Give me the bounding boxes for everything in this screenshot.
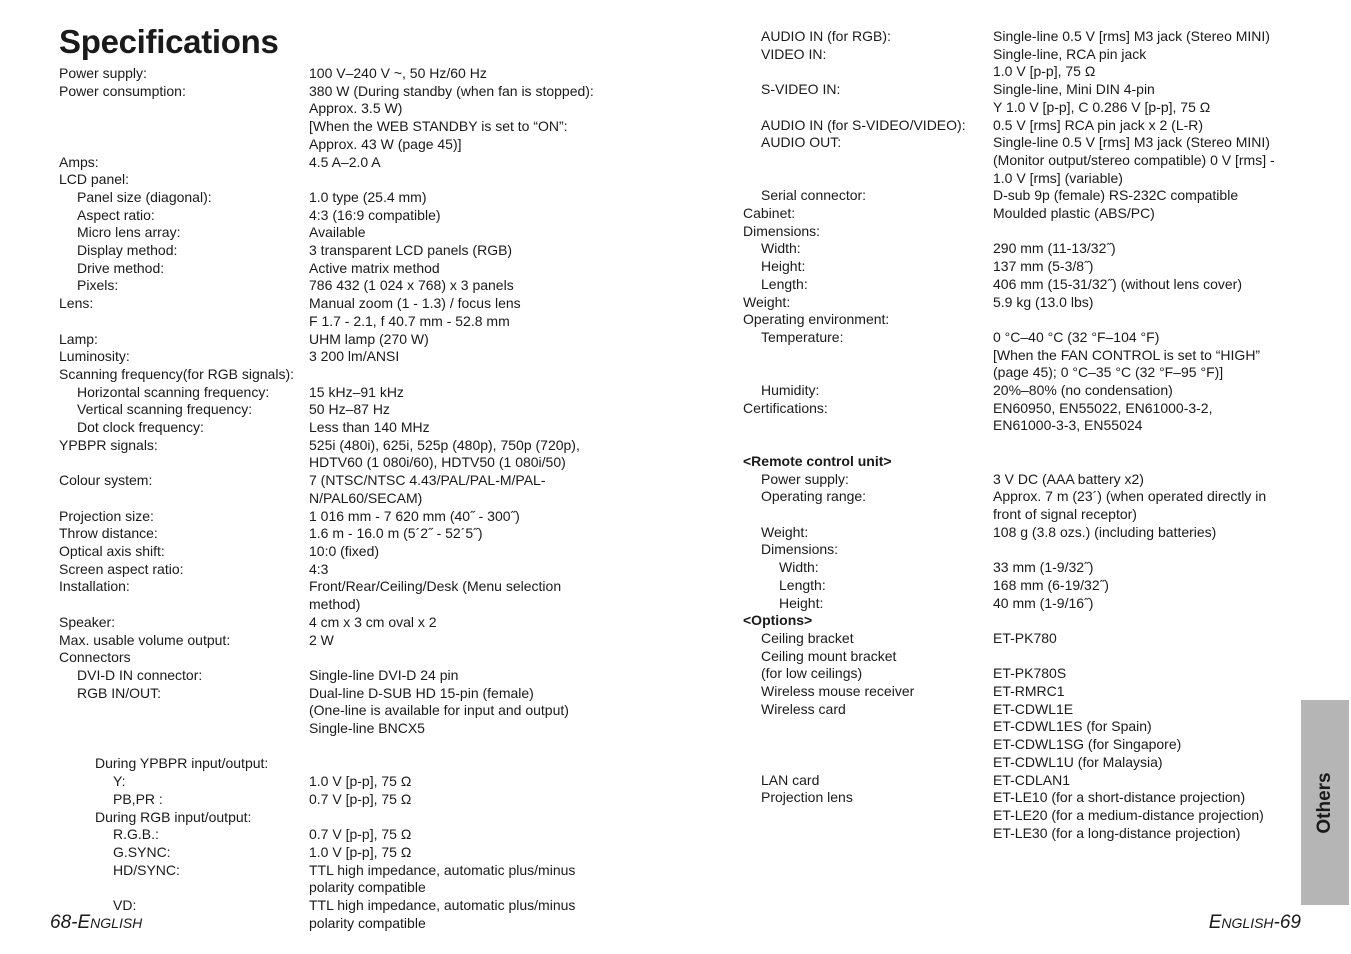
spec-row <box>743 223 1303 241</box>
spec-value: 4:3 <box>309 560 329 577</box>
spec-label: Serial connector: <box>761 187 867 204</box>
spec-label: Pixels: <box>77 277 119 294</box>
spec-row <box>743 205 1303 223</box>
spec-value: 1.0 V [p-p], 75 Ω <box>309 773 412 790</box>
spec-value: D-sub 9p (female) RS-232C compatible <box>993 187 1239 204</box>
spec-row <box>743 276 1303 294</box>
spec-label: Y: <box>113 773 126 790</box>
spec-value <box>309 649 619 667</box>
spec-row <box>59 154 619 172</box>
spec-label: Power supply: <box>761 470 849 487</box>
spec-value <box>993 648 1303 666</box>
spec-row <box>59 667 619 685</box>
spec-label: During YPBPR input/output: <box>95 755 269 772</box>
spec-value: ET-RMRC1 <box>993 683 1065 700</box>
spec-row <box>743 612 1303 630</box>
spec-row <box>59 809 619 827</box>
spec-row <box>59 826 619 844</box>
page-number-left <box>50 912 142 934</box>
spec-label: Dimensions: <box>743 222 821 239</box>
spec-value: 50 Hz–87 Hz <box>309 401 390 418</box>
spec-label: Micro lens array: <box>77 224 181 241</box>
spec-value: 40 mm (1-9/16˝) <box>993 594 1094 611</box>
spec-row <box>59 171 619 189</box>
spec-row <box>59 508 619 526</box>
spec-row <box>59 578 619 613</box>
spec-row <box>59 224 619 242</box>
spec-label: AUDIO IN (for S-VIDEO/VIDEO): <box>761 116 966 133</box>
spec-value <box>309 809 619 827</box>
spec-row <box>743 258 1303 276</box>
spec-label: Lens: <box>59 295 94 312</box>
spec-label: Power supply: <box>59 65 147 81</box>
spec-label: Humidity: <box>761 382 820 399</box>
spec-value: 100 V–240 V ~, 50 Hz/60 Hz <box>309 65 487 81</box>
page-number-right-e: E <box>1208 912 1222 933</box>
spec-value <box>993 223 1303 241</box>
spec-value: 3 V DC (AAA battery x2) <box>993 470 1144 487</box>
spec-value: TTL high impedance, automatic plus/minus polarity compatible <box>309 897 576 931</box>
spec-label: Wireless mouse receiver <box>761 683 915 700</box>
spec-label: Aspect ratio: <box>77 206 155 223</box>
spec-label: AUDIO IN (for RGB): <box>761 28 891 44</box>
spec-label: DVI-D IN connector: <box>77 666 203 683</box>
spec-label: Dot clock frequency: <box>77 419 204 436</box>
spec-label: Ceiling bracket <box>761 629 854 646</box>
spec-label: Horizontal scanning frequency: <box>77 383 270 400</box>
spec-value: 108 g (3.8 ozs.) (including batteries) <box>993 523 1217 540</box>
spec-label: Height: <box>761 258 806 275</box>
spec-label: Screen aspect ratio: <box>59 560 184 577</box>
spec-value: Approx. 7 m (23´) (when operated directly in front of signal receptor) <box>993 488 1267 522</box>
spec-label: Max. usable volume output: <box>59 631 231 648</box>
spec-label: Scanning frequency(for RGB signals): <box>59 365 294 382</box>
spec-value: 20%–80% (no condensation) <box>993 382 1173 399</box>
spec-label: Colour system: <box>59 472 153 489</box>
spec-value: Single-line, RCA pin jack 1.0 V [p-p], 75 Ω <box>993 45 1147 80</box>
spec-value <box>993 541 1303 559</box>
spec-label: Installation: <box>59 578 130 595</box>
spec-label: Throw distance: <box>59 525 158 542</box>
spec-value: 137 mm (5-3/8˝) <box>993 258 1094 275</box>
spec-row <box>743 400 1303 435</box>
spec-row <box>743 789 1303 842</box>
spec-row <box>743 559 1303 577</box>
spec-row <box>743 81 1303 116</box>
spec-label: Length: <box>761 275 808 292</box>
spec-row <box>59 614 619 632</box>
spec-value: UHM lamp (270 W) <box>309 330 429 347</box>
spec-value: 4 cm x 3 cm oval x 2 <box>309 613 437 630</box>
spec-row <box>743 665 1303 683</box>
spec-value: 3 200 lm/ANSI <box>309 348 400 365</box>
spec-value: Single-line DVI-D 24 pin <box>309 666 459 683</box>
spec-value: 10:0 (fixed) <box>309 542 380 559</box>
spec-row <box>59 242 619 260</box>
spec-value: 1.0 V [p-p], 75 Ω <box>309 843 412 860</box>
spec-value: Single-line 0.5 V [rms] M3 jack (Stereo MINI) <box>993 28 1270 44</box>
spec-row <box>743 595 1303 613</box>
spec-label: G.SYNC: <box>113 843 171 860</box>
spec-row <box>59 862 619 897</box>
spec-value: TTL high impedance, automatic plus/minus polarity compatible <box>309 861 576 896</box>
spec-value: Front/Rear/Ceiling/Desk (Menu selection method) <box>309 578 562 613</box>
spec-value <box>993 453 1303 471</box>
spec-label: (for low ceilings) <box>761 665 863 682</box>
spec-label: Connectors <box>59 649 131 666</box>
spec-row <box>59 65 619 83</box>
spec-row <box>743 683 1303 701</box>
spec-value: 380 W (During standby (when fan is stopped): Approx. 3.5 W) [When the WEB STANDBY is set to “ON”: Approx. 43 W (page 45)] <box>309 82 594 152</box>
spec-row <box>743 630 1303 648</box>
spec-row <box>743 28 1303 46</box>
spec-label: R.G.B.: <box>113 826 159 843</box>
spec-column-right <box>743 28 1303 842</box>
spec-row <box>743 453 1303 471</box>
spec-row <box>59 755 619 773</box>
spec-value <box>309 755 619 773</box>
spec-value: 1.0 type (25.4 mm) <box>309 188 427 205</box>
spec-label: LCD panel: <box>59 171 130 188</box>
spec-row <box>59 207 619 225</box>
spec-value: EN60950, EN55022, EN61000-3-2, EN61000-3-3, EN55024 <box>993 399 1213 434</box>
spec-label: YPBPR signals: <box>59 436 158 453</box>
spec-label: <Options> <box>743 612 813 629</box>
spec-label: Display method: <box>77 242 178 259</box>
spec-label: Dimensions: <box>761 541 839 558</box>
spec-row <box>59 260 619 278</box>
spec-value: Dual-line D-SUB HD 15-pin (female) (One-line is available for input and output) Single-line BNCX5 <box>309 684 569 737</box>
spec-row <box>743 134 1303 187</box>
spec-row <box>743 648 1303 666</box>
page-title: Specifications <box>59 23 279 60</box>
spec-label: Temperature: <box>761 328 844 345</box>
spec-value: 0.5 V [rms] RCA pin jack x 2 (L-R) <box>993 116 1204 133</box>
spec-value: ET-LE10 (for a short-distance projection) ET-LE20 (for a medium-distance projection) ET-LE30 (for a long-distance projection) <box>993 789 1264 841</box>
spec-row <box>59 348 619 366</box>
spec-value: 1 016 mm - 7 620 mm (40˝ - 300˝) <box>309 507 520 524</box>
spec-row <box>59 83 619 154</box>
page-number-right-num: -69 <box>1273 912 1301 933</box>
spec-value: ET-PK780 <box>993 629 1057 646</box>
spec-label: During RGB input/output: <box>95 808 252 825</box>
spec-value: 0.7 V [p-p], 75 Ω <box>309 826 412 843</box>
spec-row <box>743 311 1303 329</box>
spec-value: 2 W <box>309 631 334 648</box>
spec-row <box>743 382 1303 400</box>
spec-row <box>743 701 1303 772</box>
spec-value: ET-CDWL1E ET-CDWL1ES (for Spain) ET-CDWL1SG (for Singapore) ET-CDWL1U (for Malaysia) <box>993 700 1182 770</box>
spec-row <box>59 437 619 472</box>
spec-value: 0 °C–40 °C (32 °F–104 °F) [When the FAN CONTROL is set to “HIGH” (page 45); 0 °C–35 °C (32 °F–95 °F)] <box>993 328 1261 381</box>
spec-row <box>743 541 1303 559</box>
spec-row <box>59 189 619 207</box>
spec-row <box>743 772 1303 790</box>
spec-label: HD/SYNC: <box>113 861 180 878</box>
spec-label: Lamp: <box>59 330 98 347</box>
spec-row <box>743 524 1303 542</box>
spec-row <box>59 791 619 809</box>
spec-row <box>59 472 619 507</box>
spec-label: Speaker: <box>59 613 116 630</box>
spec-label: Wireless card <box>761 700 846 717</box>
spec-label: Operating range: <box>761 488 867 505</box>
spec-label: Height: <box>779 594 824 611</box>
spec-value: Single-line 0.5 V [rms] M3 jack (Stereo MINI) (Monitor output/stereo compatible) 0 V [rms] - 1.0 V [rms] (variable) <box>993 134 1275 186</box>
spec-label: Cabinet: <box>743 205 796 222</box>
spec-row <box>59 525 619 543</box>
spec-label: VD: <box>113 897 137 914</box>
spec-label: Panel size (diagonal): <box>77 188 212 205</box>
spec-value: ET-PK780S <box>993 665 1067 682</box>
spec-value: 290 mm (11-13/32˝) <box>993 240 1116 257</box>
spec-value: Moulded plastic (ABS/PC) <box>993 205 1155 222</box>
spec-row <box>743 471 1303 489</box>
page-number-right-text: NGLISH <box>1221 915 1274 931</box>
spec-value: 406 mm (15-31/32˝) (without lens cover) <box>993 275 1242 292</box>
spec-value <box>309 738 619 756</box>
spec-value: Manual zoom (1 - 1.3) / focus lens F 1.7 - 2.1, f 40.7 mm - 52.8 mm <box>309 295 521 329</box>
spec-row <box>59 419 619 437</box>
spec-value: Available <box>309 224 366 241</box>
spec-row <box>59 738 619 756</box>
spec-label: Ceiling mount bracket <box>761 647 897 664</box>
spec-column-left <box>59 65 619 932</box>
page-number-left-e: E <box>77 912 91 933</box>
spec-row <box>59 331 619 349</box>
spec-row <box>59 295 619 330</box>
spec-row <box>743 240 1303 258</box>
spec-row <box>59 773 619 791</box>
spec-label: Projection size: <box>59 507 154 524</box>
spec-label: RGB IN/OUT: <box>77 684 162 701</box>
spec-row <box>59 649 619 667</box>
spec-row <box>59 897 619 932</box>
spec-row <box>59 543 619 561</box>
spec-row <box>59 844 619 862</box>
spec-row <box>743 46 1303 81</box>
spec-label: Power consumption: <box>59 82 186 99</box>
page-number-right <box>1209 912 1301 934</box>
spec-label: Weight: <box>761 523 809 540</box>
spec-label: VIDEO IN: <box>761 45 827 62</box>
spec-value: 168 mm (6-19/32˝) <box>993 576 1109 593</box>
spec-row <box>743 488 1303 523</box>
spec-row <box>743 187 1303 205</box>
spec-value: 786 432 (1 024 x 768) x 3 panels <box>309 277 514 294</box>
spec-row <box>59 632 619 650</box>
section-tab-others <box>1301 700 1349 905</box>
spec-value <box>309 171 619 189</box>
spec-label: Drive method: <box>77 259 165 276</box>
spec-label: Amps: <box>59 153 99 170</box>
spec-label: Projection lens <box>761 789 853 806</box>
spec-label: Optical axis shift: <box>59 542 165 559</box>
spec-value: 5.9 kg (13.0 lbs) <box>993 293 1094 310</box>
spec-row <box>59 366 619 384</box>
spec-row <box>59 401 619 419</box>
spec-value: Active matrix method <box>309 259 440 276</box>
page-number-left-text: NGLISH <box>90 915 143 931</box>
spec-value: Less than 140 MHz <box>309 419 430 436</box>
spec-row <box>743 329 1303 382</box>
spec-label: Certifications: <box>743 399 828 416</box>
section-tab-label: Others <box>1314 771 1335 834</box>
spec-value: 33 mm (1-9/32˝) <box>993 559 1094 576</box>
spec-label: LAN card <box>761 771 820 788</box>
spec-row <box>59 384 619 402</box>
spec-row <box>743 435 1303 453</box>
spec-label: Width: <box>761 240 801 257</box>
spec-label: S-VIDEO IN: <box>761 81 841 98</box>
spec-label: Width: <box>779 559 819 576</box>
spec-value: 3 transparent LCD panels (RGB) <box>309 242 513 259</box>
spec-label: Vertical scanning frequency: <box>77 401 253 418</box>
spec-value: 525i (480i), 625i, 525p (480p), 750p (720p), HDTV60 (1 080i/60), HDTV50 (1 080i/50) <box>309 436 580 471</box>
spec-value: 0.7 V [p-p], 75 Ω <box>309 790 412 807</box>
spec-label: <Remote control unit> <box>743 452 892 469</box>
spec-row <box>743 294 1303 312</box>
page-number-left-num: 68- <box>50 912 78 933</box>
spec-label: AUDIO OUT: <box>761 134 842 151</box>
spec-row <box>59 277 619 295</box>
spec-value: 15 kHz–91 kHz <box>309 383 404 400</box>
spec-value: 4:3 (16:9 compatible) <box>309 206 441 223</box>
spec-label: Weight: <box>743 293 791 310</box>
spec-value: 4.5 A–2.0 A <box>309 153 381 170</box>
spec-label: Operating environment: <box>743 311 890 328</box>
spec-value <box>993 311 1303 329</box>
spec-value: ET-CDLAN1 <box>993 771 1071 788</box>
spec-label: PB,PR : <box>113 790 163 807</box>
spec-value: 1.6 m - 16.0 m (5´2˝ - 52´5˝) <box>309 525 483 542</box>
spec-value: 7 (NTSC/NTSC 4.43/PAL/PAL-M/PAL- N/PAL60/SECAM) <box>309 472 546 506</box>
spec-row <box>743 117 1303 135</box>
spec-row <box>59 685 619 738</box>
spec-value <box>309 366 619 384</box>
spec-label: Length: <box>779 576 826 593</box>
spec-value <box>993 435 1303 453</box>
spec-value: Single-line, Mini DIN 4-pin Y 1.0 V [p-p], C 0.286 V [p-p], 75 Ω <box>993 81 1211 115</box>
spec-row <box>743 577 1303 595</box>
spec-row <box>59 561 619 579</box>
spec-value <box>993 612 1303 630</box>
spec-label: Luminosity: <box>59 348 130 365</box>
